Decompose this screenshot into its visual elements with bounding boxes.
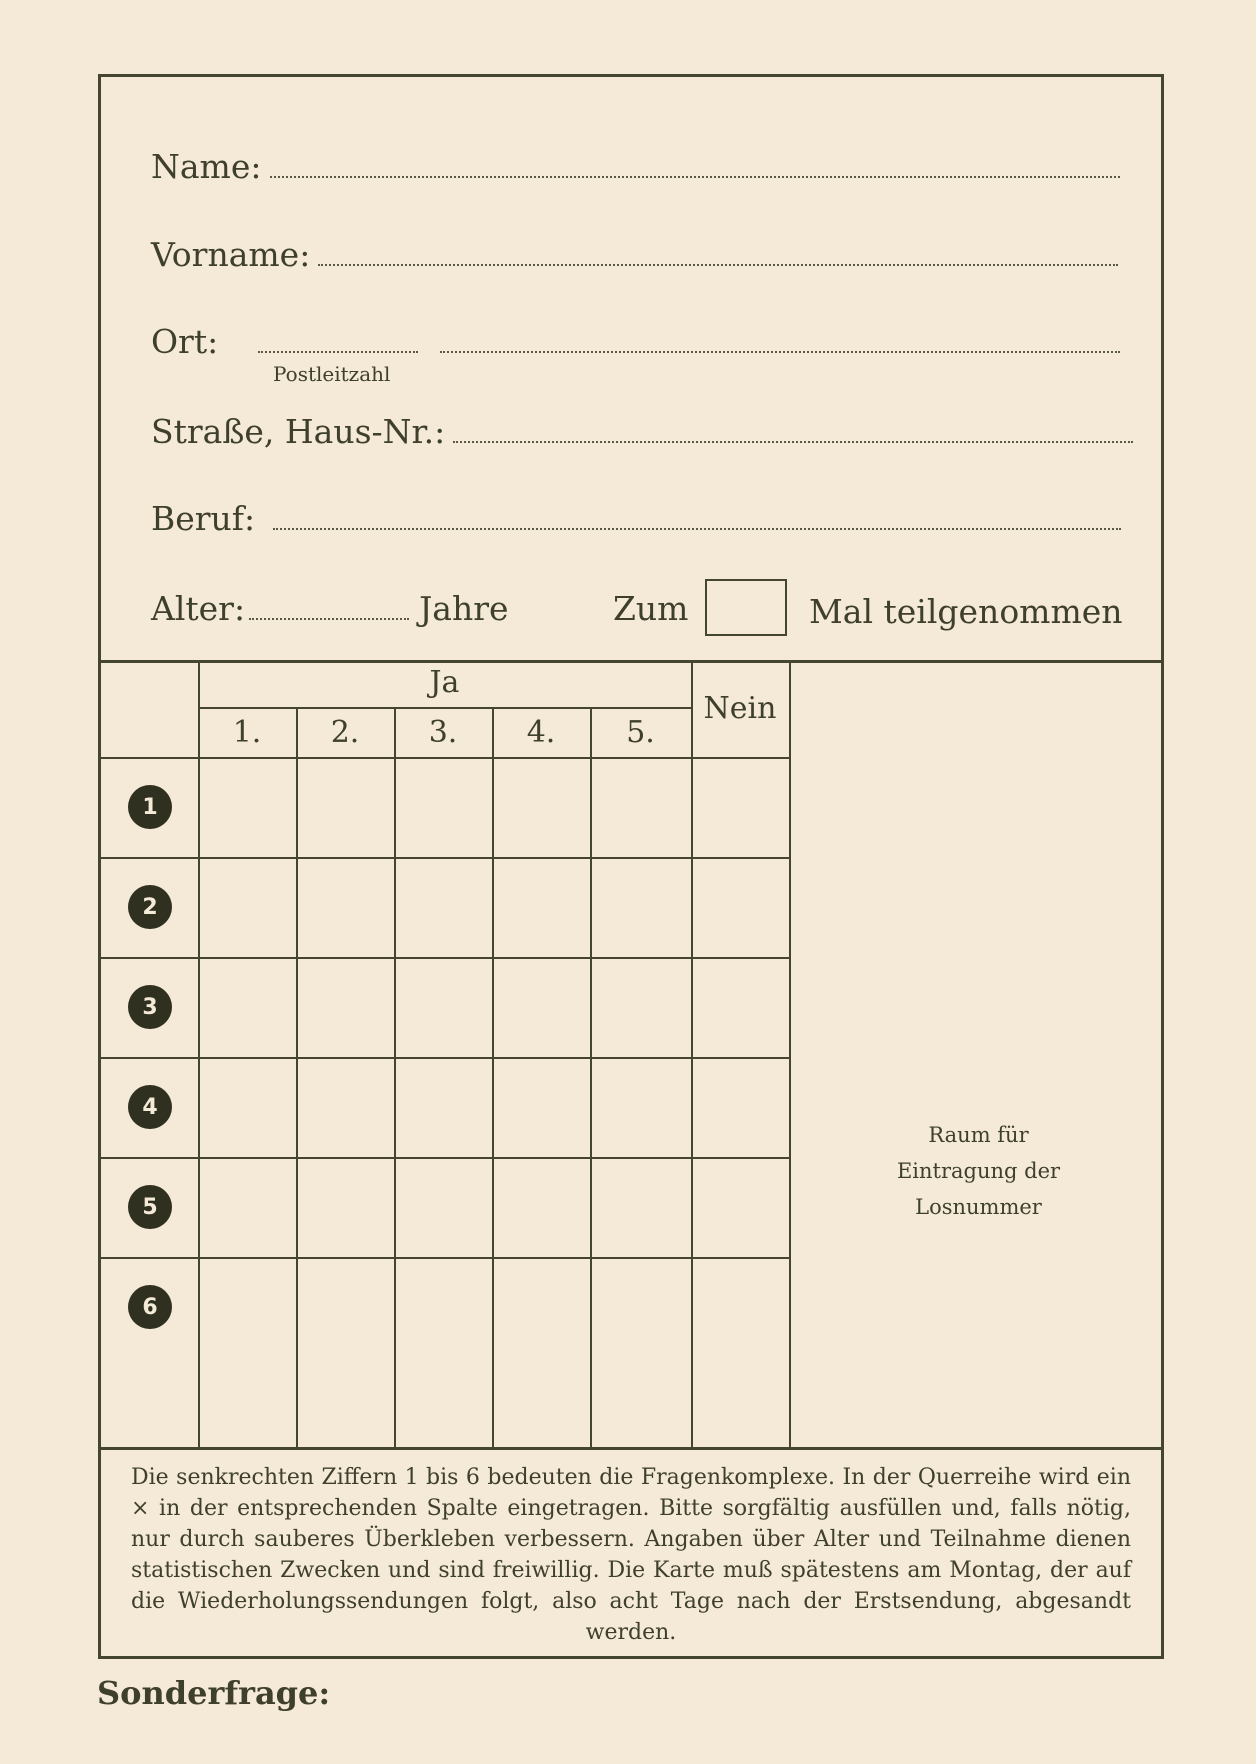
beruf-line[interactable] — [273, 528, 1121, 530]
col-header-5: 5. — [626, 715, 655, 750]
sonderfrage-label: Sonderfrage: — [97, 1674, 331, 1712]
grid-vline — [590, 707, 592, 1447]
ort-label: Ort: — [151, 322, 219, 361]
alter-field[interactable] — [151, 589, 509, 628]
grid-vline — [492, 707, 494, 1447]
ort-line[interactable] — [440, 351, 1120, 353]
grid-hline — [101, 1057, 791, 1059]
losnummer-space[interactable] — [791, 1117, 1166, 1225]
grid-hline — [101, 1257, 791, 1259]
grid-vline — [394, 707, 396, 1447]
jahre-label: Jahre — [419, 589, 509, 628]
vorname-label: Vorname: — [151, 235, 311, 274]
raum-line-3: Losnummer — [915, 1195, 1042, 1219]
beruf-field[interactable] — [151, 499, 1121, 538]
grid-hline — [101, 757, 791, 759]
alter-label: Alter: — [151, 589, 246, 628]
beruf-label: Beruf: — [151, 499, 256, 538]
strasse-line[interactable] — [453, 441, 1133, 443]
grid-hline — [101, 957, 791, 959]
teilnahme-count-box[interactable] — [705, 579, 787, 636]
postleitzahl-label: Postleitzahl — [273, 362, 391, 386]
zum-label-wrap — [613, 589, 688, 628]
mal-label-wrap — [809, 592, 1123, 631]
name-label: Name: — [151, 147, 262, 186]
grid-bottom-divider — [101, 1447, 1161, 1450]
strasse-field[interactable] — [151, 412, 1133, 451]
row-number-3: 3 — [128, 985, 172, 1029]
row-number-1: 1 — [128, 785, 172, 829]
alter-line[interactable] — [249, 618, 409, 620]
name-field[interactable] — [151, 147, 1120, 186]
row-number-2: 2 — [128, 885, 172, 929]
raum-line-2: Eintragung der — [896, 1159, 1061, 1183]
grid-vline — [296, 707, 298, 1447]
grid-vline — [691, 662, 693, 1447]
instructions-note: Die senkrechten Ziffern 1 bis 6 bedeuten die Fragenkomplexe. In der Querreihe wird ein × in der entsprechenden Spalte eingetragen. Bitte sorgfältig ausfüllen und, falls nötig, nur durch sauberes Überkleben verbessern. Angaben über Alter und Teilnahme dienen statistischen Zwecken und sind freiwillig. Die Karte muß spätestens am Montag, der auf die Wiederholungssendungen folgt, also acht Tage nach der Erstsendung, abgesandt werden. — [131, 1465, 1131, 1645]
col-header-1: 1. — [232, 715, 262, 750]
name-line[interactable] — [270, 176, 1120, 178]
row-number-5: 5 — [128, 1185, 172, 1229]
vorname-field[interactable] — [151, 235, 1118, 274]
grid-vline — [789, 662, 791, 1447]
zum-label: Zum — [613, 589, 689, 628]
vorname-line[interactable] — [318, 264, 1118, 266]
nein-header: Nein — [703, 691, 777, 726]
raum-line-1: Raum für — [928, 1123, 1029, 1147]
col-header-4: 4. — [526, 715, 556, 750]
row-number-6: 6 — [128, 1285, 172, 1329]
postleitzahl-line[interactable] — [258, 351, 418, 353]
strasse-label: Straße, Haus-Nr.: — [151, 412, 446, 451]
grid-vline — [198, 662, 200, 1447]
col-header-2: 2. — [330, 715, 360, 750]
ja-subheader-line — [198, 707, 691, 709]
response-card — [98, 74, 1164, 1659]
grid-hline — [101, 1157, 791, 1159]
ort-field[interactable] — [151, 322, 1120, 361]
row-number-4: 4 — [128, 1085, 172, 1129]
grid-top-divider — [101, 660, 1161, 663]
mal-teilgenommen-label: Mal teilgenommen — [809, 592, 1123, 631]
col-header-3: 3. — [428, 715, 458, 750]
grid-hline — [101, 857, 791, 859]
ja-header: Ja — [429, 665, 460, 700]
